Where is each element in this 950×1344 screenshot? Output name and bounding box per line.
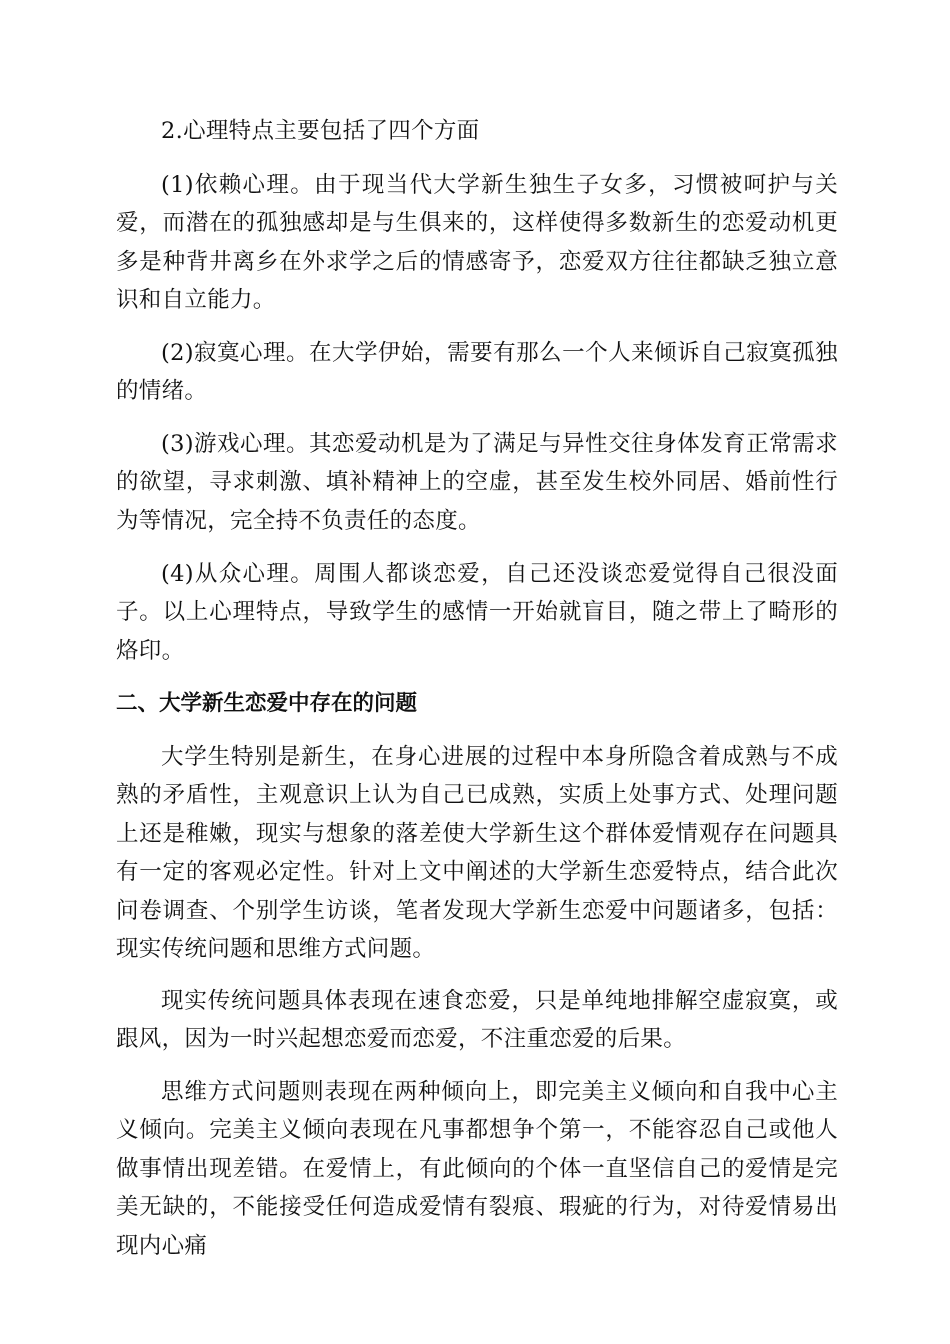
paragraph-dependence: (1)依赖心理。由于现当代大学新生独生子女多，习惯被呵护与关爱，而潜在的孤独感却是与生俱来的，这样使得多数新生的恋爱动机更多是种背井离乡在外求学之后的情感寄予，恋爱双方往往都缺乏独立意识和自立能力。: [116, 172, 838, 314]
section-heading: 二、大学新生恋爱中存在的问题: [116, 691, 418, 716]
paragraph-loneliness: (2)寂寞心理。在大学伊始，需要有那么一个人来倾诉自己寂寞孤独的情绪。: [116, 340, 838, 405]
intro-line: 2.心理特点主要包括了四个方面: [161, 118, 480, 144]
paragraph-game: (3)游戏心理。其恋爱动机是为了满足与异性交往身体发育正常需求的欲望，寻求刺激、填补精神上的空虚，甚至发生校外同居、婚前性行为等情况，完全持不负责任的态度。: [116, 431, 838, 534]
paragraph-conformity: (4)从众心理。周围人都谈恋爱，自己还没谈恋爱觉得自己很没面子。以上心理特点，导致学生的感情一开始就盲目，随之带上了畸形的烙印。: [116, 561, 838, 664]
paragraph-thinking-problems: 思维方式问题则表现在两种倾向上，即完美主义倾向和自我中心主义倾向。完美主义倾向表现在凡事都想争个第一，不能容忍自己或他人做事情出现差错。在爱情上，有此倾向的个体一直坚信自己的爱情是完美无缺的，不能接受任何造成爱情有裂痕、瑕疵的行为，对待爱情易出现内心痛: [116, 1079, 838, 1259]
paragraph-problems-intro: 大学生特别是新生，在身心进展的过程中本身所隐含着成熟与不成熟的矛盾性，主观意识上认为自己已成熟，实质上处事方式、处理问题上还是稚嫩，现实与想象的落差使大学新生这个群体爱情观存在问题具有一定的客观必定性。针对上文中阐述的大学新生恋爱特点，结合此次问卷调查、个别学生访谈，笔者发现大学新生恋爱中问题诸多，包括：现实传统问题和思维方式问题。: [116, 744, 838, 963]
paragraph-realistic-problems: 现实传统问题具体表现在速食恋爱，只是单纯地排解空虚寂寞，或跟风，因为一时兴起想恋爱而恋爱，不注重恋爱的后果。: [116, 988, 838, 1053]
